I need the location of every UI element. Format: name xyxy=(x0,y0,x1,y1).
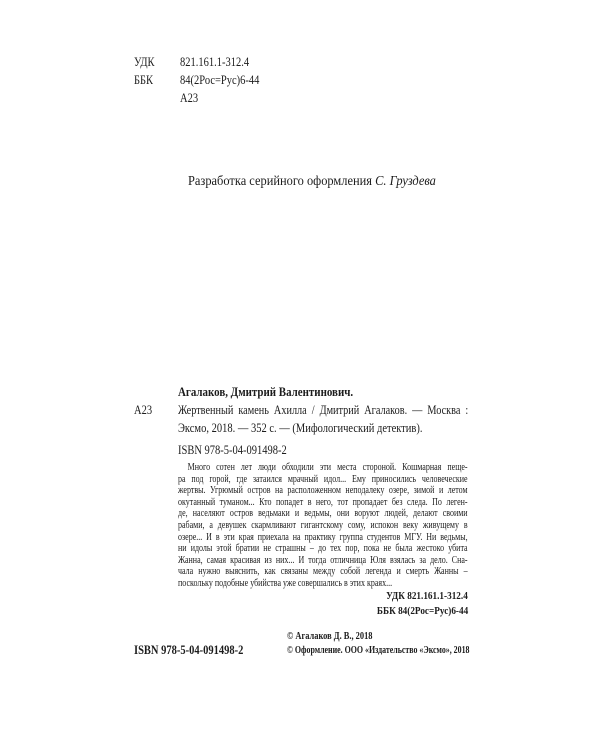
udk-value: 821.161.1-312.4 xyxy=(180,55,250,69)
author-mark: А23 xyxy=(134,403,153,417)
copyright-design: © Оформление. ООО «Издательство «Эксмо», 2018 xyxy=(287,645,470,656)
author-mark-top: А23 xyxy=(180,91,199,105)
annotation-line: ни идолы этой братии не страшны – до тех пор, пока не была жестоко убита xyxy=(178,543,468,555)
annotation-line: озере... И в эти края приехала на практику группа студентов МГУ. Ни ведьмы, xyxy=(178,531,468,543)
annotation-line: де, населяют остров ведьмаки и ведьмы, они воруют людей, делают своими xyxy=(178,508,468,520)
card-isbn: ISBN 978-5-04-091498-2 xyxy=(178,443,287,457)
annotation-line: окутанный туманом... Кто попадет в него, тот пропадает без следа. По леген- xyxy=(178,496,468,508)
card-udk: УДК 821.161.1-312.4 xyxy=(386,591,468,602)
annotation xyxy=(178,462,468,590)
author-heading: Агалаков, Дмитрий Валентинович. xyxy=(178,384,354,399)
annotation-line: Жанна, самая красивая из них... И тогда отличница Юля взялась за дело. Сна- xyxy=(178,554,468,566)
series-design-text: Разработка серийного оформления xyxy=(188,173,373,188)
title-line-1: Жертвенный камень Ахилла / Дмитрий Агалаков. — Москва : xyxy=(178,403,469,417)
annotation-line: жертвы. Угрюмый остров на расположенном неподалеку озере, зимой и летом xyxy=(178,485,468,497)
card-bbk: ББК 84(2Рос=Рус)6-44 xyxy=(376,606,468,617)
annotation-line: Много сотен лет люди обходили эти места стороной. Кошмарная пеще- xyxy=(187,462,468,473)
series-design-credit xyxy=(188,172,436,190)
series-designer-name: С. Груздева xyxy=(375,173,436,188)
annotation-line: поскольку подобные убийства уже совершались в этих краях... xyxy=(178,577,393,589)
annotation-line: чала нужно выяснить, как связаны между собой легенда и смерть Жанны – xyxy=(178,566,468,578)
udk-label: УДК xyxy=(134,55,155,69)
annotation-line: ра под горой, где затаился мрачный идол... Ему приносились человеческие xyxy=(178,473,468,485)
footer-isbn: ISBN 978-5-04-091498-2 xyxy=(134,643,244,657)
bbk-value: 84(2Рос=Рус)6-44 xyxy=(180,73,260,87)
copyright-author: © Агалаков Д. В., 2018 xyxy=(287,631,373,642)
bbk-label: ББК xyxy=(134,73,154,87)
annotation-line: рабами, а девушек скармливают гигантскому сому, испокон веку живущему в xyxy=(178,519,468,531)
title-line-2: Эксмо, 2018. — 352 с. — (Мифологический детектив). xyxy=(178,421,423,435)
